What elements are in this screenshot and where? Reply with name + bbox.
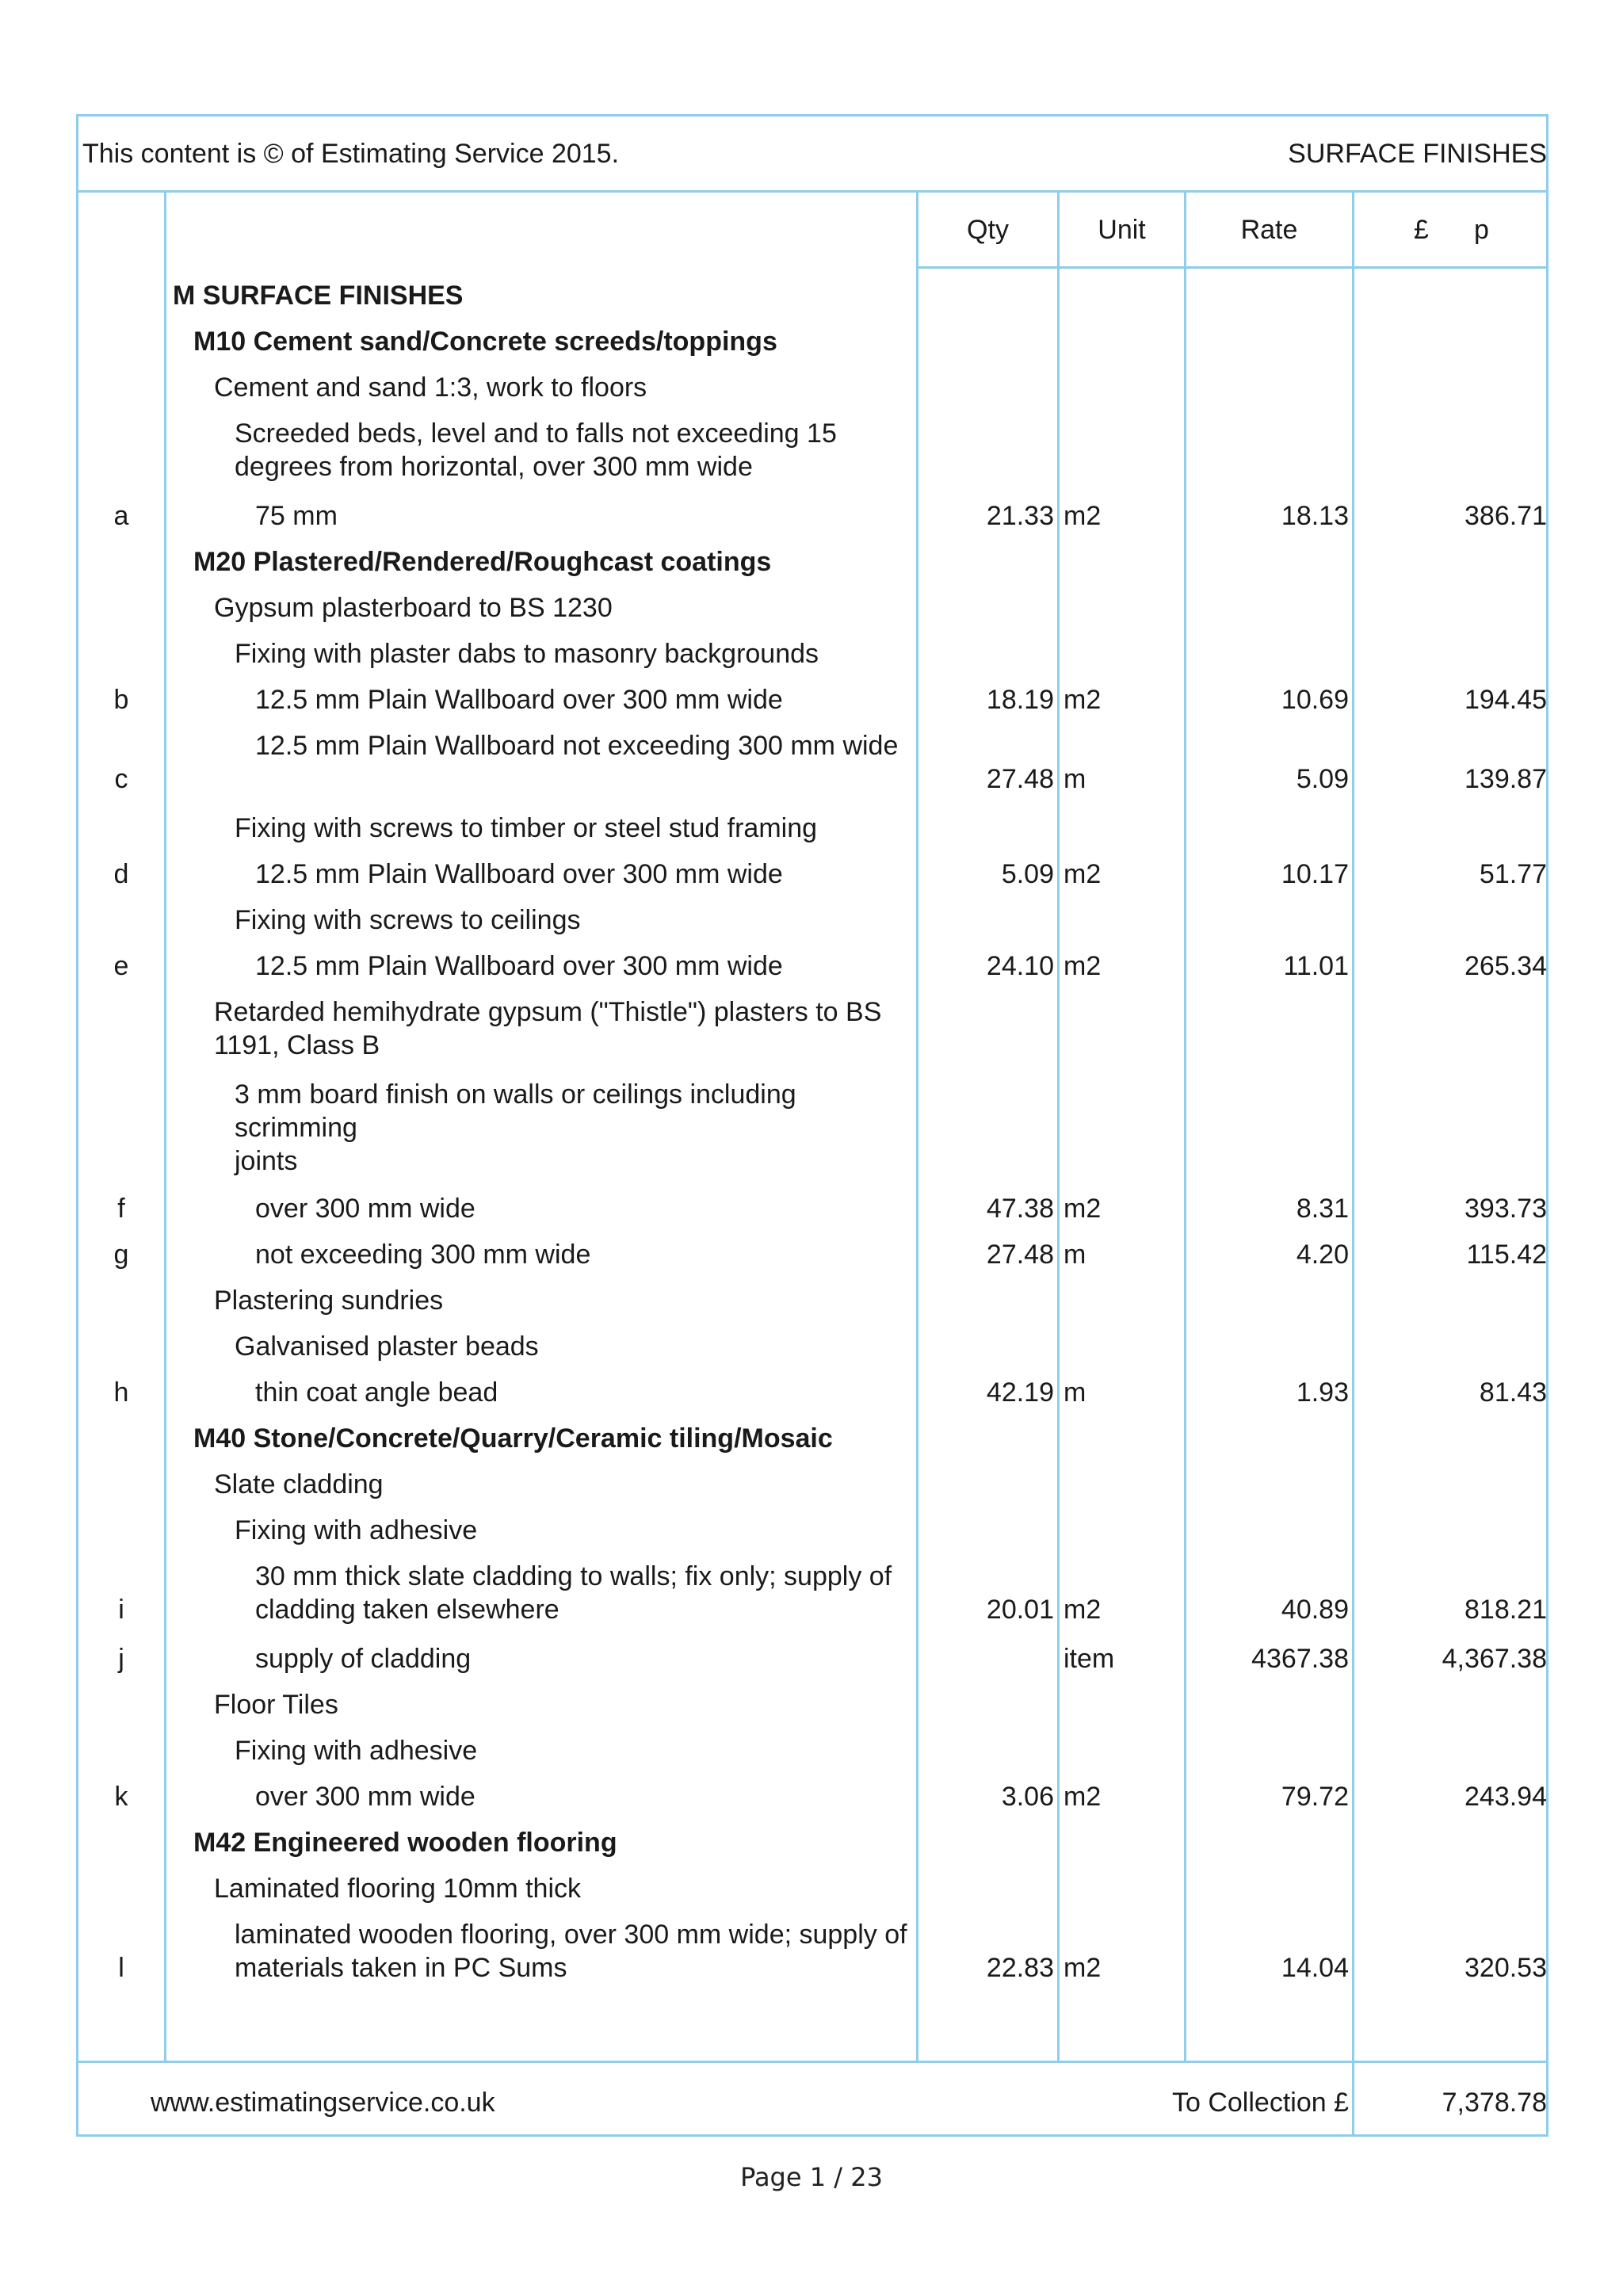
item-amount: 320.53 [1465,1953,1547,1983]
item-unit: m2 [1064,501,1102,531]
item-description: Laminated flooring 10mm thick [214,1874,582,1904]
item-description: over 300 mm wide [255,1782,475,1812]
item-rate: 79.72 [1281,1782,1349,1812]
item-ref: d [113,859,129,889]
item-description: Galvanised plaster beads [235,1331,539,1362]
column-header-qty: Qty [967,215,1009,245]
item-ref: k [114,1782,128,1812]
item-ref: h [113,1377,129,1408]
item-unit: m2 [1064,951,1102,981]
footer-divider [76,2061,1549,2063]
column-header-divider [916,266,1549,269]
item-unit: m2 [1064,859,1102,889]
item-ref: l [118,1953,124,1983]
item-ref: i [118,1595,124,1625]
item-description: 75 mm [255,501,338,531]
item-description: Retarded hemihydrate gypsum ("Thistle") plasters to BS 1191, Class B [214,997,882,1060]
collection-total: 7,378.78 [1442,2088,1547,2118]
item-description: Slate cladding [214,1469,384,1499]
item-description: Fixing with adhesive [235,1736,478,1766]
item-ref: j [118,1644,124,1674]
item-unit: m2 [1064,1194,1102,1224]
item-amount: 115.42 [1466,1240,1547,1270]
section-title: SURFACE FINISHES [1288,139,1547,169]
item-unit: m [1064,764,1086,794]
item-description: Screeded beds, level and to falls not exceeding 15 degrees from horizontal, over 300 mm wide [235,418,837,482]
item-description: 12.5 mm Plain Wallboard not exceeding 300 mm wide [255,731,899,761]
item-rate: 10.17 [1281,859,1349,889]
amount-column-divider [1352,190,1354,2137]
item-amount: 194.45 [1465,685,1547,715]
item-ref: c [114,764,128,794]
item-description: over 300 mm wide [255,1194,475,1224]
item-qty: 18.19 [986,685,1054,715]
item-amount: 393.73 [1465,1194,1547,1224]
item-description: Cement and sand 1:3, work to floors [214,372,647,403]
item-description: not exceeding 300 mm wide [255,1240,591,1270]
item-rate: 10.69 [1281,685,1349,715]
item-qty: 21.33 [986,501,1054,531]
item-amount: 818.21 [1465,1595,1547,1625]
rate-column-divider [1184,190,1186,2062]
item-qty: 5.09 [1001,859,1054,889]
item-ref: e [113,951,129,981]
copyright-notice: This content is © of Estimating Service 2015. [82,139,620,169]
item-qty: 42.19 [986,1377,1054,1408]
item-unit: m2 [1064,1782,1102,1812]
item-description: 3 mm board finish on walls or ceilings including scrimming joints [235,1079,796,1176]
section-heading: M42 Engineered wooden flooring [193,1828,617,1858]
item-qty: 22.83 [986,1953,1054,1983]
item-rate: 4367.38 [1251,1644,1349,1674]
item-ref: f [117,1194,125,1224]
website-link[interactable]: www.estimatingservice.co.uk [151,2088,495,2118]
unit-column-divider [1057,190,1060,2062]
item-amount: 139.87 [1465,764,1547,794]
item-rate: 8.31 [1296,1194,1349,1224]
item-description: thin coat angle bead [255,1377,498,1408]
item-unit: m2 [1064,1953,1102,1983]
item-description: Fixing with adhesive [235,1515,478,1545]
column-header-pounds: £ [1414,215,1429,245]
item-unit: m [1064,1240,1086,1270]
item-rate: 14.04 [1281,1953,1349,1983]
item-rate: 1.93 [1296,1377,1349,1408]
item-rate: 5.09 [1296,764,1349,794]
item-rate: 18.13 [1281,501,1349,531]
collection-label: To Collection £ [1171,2088,1349,2118]
column-header-rate: Rate [1240,215,1298,245]
item-description: Floor Tiles [214,1690,338,1720]
item-amount: 81.43 [1479,1377,1547,1408]
item-unit: m2 [1064,685,1102,715]
item-description: Plastering sundries [214,1286,444,1316]
item-rate: 40.89 [1281,1595,1349,1625]
item-unit: m [1064,1377,1086,1408]
item-rate: 4.20 [1296,1240,1349,1270]
item-description: laminated wooden flooring, over 300 mm wide; supply of materials taken in PC Sums [235,1920,907,1983]
item-ref: a [113,501,129,531]
item-amount: 243.94 [1465,1782,1547,1812]
item-description: Fixing with screws to ceilings [235,905,581,935]
item-description: supply of cladding [255,1644,472,1674]
item-description: 12.5 mm Plain Wallboard over 300 mm wide [255,685,783,715]
item-unit: item [1064,1644,1115,1674]
header-divider [76,190,1549,193]
item-description: Fixing with plaster dabs to masonry backgrounds [235,639,819,669]
section-heading: M10 Cement sand/Concrete screeds/toppings [193,327,777,357]
item-qty: 3.06 [1001,1782,1054,1812]
page-number: Page 1 / 23 [740,2162,883,2192]
item-amount: 4,367.38 [1442,1644,1547,1674]
item-amount: 265.34 [1465,951,1547,981]
item-qty: 27.48 [986,764,1054,794]
column-header-unit: Unit [1098,215,1146,245]
item-description: 30 mm thick slate cladding to walls; fix only; supply of cladding taken elsewhere [255,1561,892,1625]
item-qty: 20.01 [986,1595,1054,1625]
item-description: 12.5 mm Plain Wallboard over 300 mm wide [255,859,783,889]
item-description: 12.5 mm Plain Wallboard over 300 mm wide [255,951,783,981]
item-ref: b [113,685,129,715]
item-qty: 24.10 [986,951,1054,981]
item-unit: m2 [1064,1595,1102,1625]
section-heading: M SURFACE FINISHES [173,281,464,311]
item-rate: 11.01 [1283,951,1349,981]
qty-column-divider [916,190,918,2062]
item-amount: 386.71 [1465,501,1547,531]
section-heading: M40 Stone/Concrete/Quarry/Ceramic tiling/Mosaic [193,1423,833,1454]
item-qty: 47.38 [986,1194,1054,1224]
item-description: Fixing with screws to timber or steel stud framing [235,813,818,843]
item-amount: 51.77 [1479,859,1547,889]
ref-column-divider [164,190,166,2062]
item-description: Gypsum plasterboard to BS 1230 [214,593,613,623]
section-heading: M20 Plastered/Rendered/Roughcast coatings [193,547,772,577]
item-qty: 27.48 [986,1240,1054,1270]
column-header-pence: p [1474,215,1489,245]
item-ref: g [113,1240,129,1270]
